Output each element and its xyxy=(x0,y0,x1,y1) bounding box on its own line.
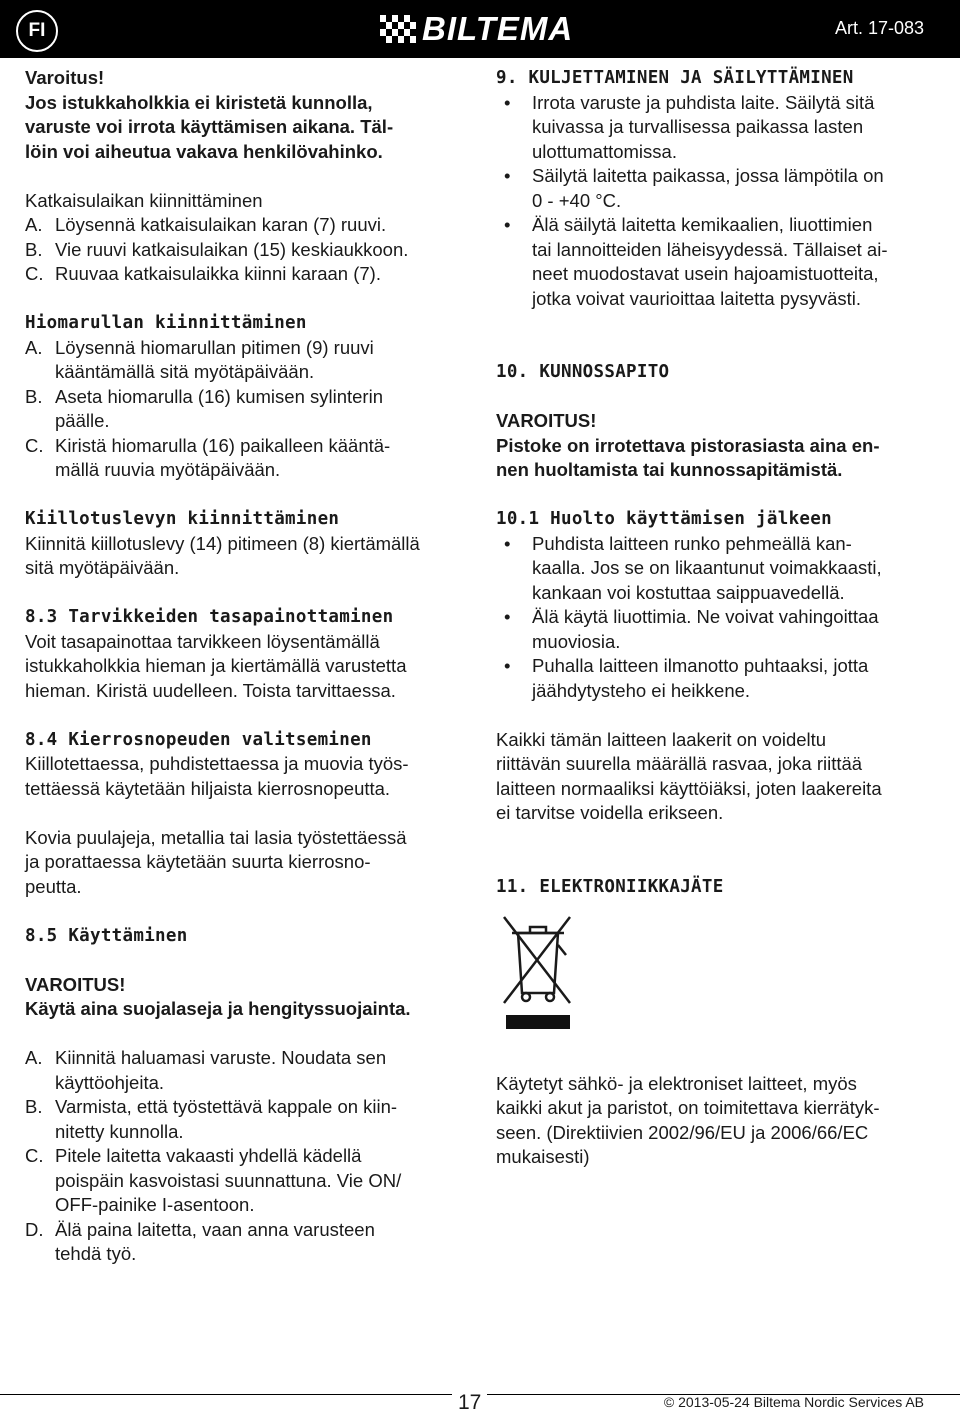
step-text: Ruuvaa katkaisulaikka kiinni karaan (7). xyxy=(55,263,381,284)
paragraph-line: ja porattaessa käytetään suurta kierrosno- xyxy=(25,851,371,872)
step-text: mällä ruuvia myötäpäivään. xyxy=(55,459,281,480)
bullet-text: tai lannoitteiden läheisyydessä. Tällaiset ai- xyxy=(532,238,888,260)
step-label: C. xyxy=(25,1145,44,1166)
bullet-text: Puhalla laitteen ilmanotto puhtaaksi, jotta xyxy=(532,655,869,676)
polishing-pad-heading: Kiillotuslevyn kiinnittäminen xyxy=(25,509,340,529)
step-text: kääntämällä sitä myötäpäivään. xyxy=(55,361,315,382)
step-text: päälle. xyxy=(55,410,110,431)
step-text: tehdä työ. xyxy=(55,1243,137,1264)
step-text: Kiristä hiomarulla (16) paikalleen kääntä- xyxy=(55,434,391,456)
bullet-text: jotka voivat vaurioittaa laitetta pysyvästi. xyxy=(532,287,862,309)
paragraph-line: Käytetyt sähkö- ja elektroniset laitteet, myös xyxy=(496,1072,857,1094)
paragraph-line: kaikki akut ja paristot, on toimitettava kierrätyk- xyxy=(496,1097,880,1118)
step-text: Älä paina laitetta, vaan anna varusteen xyxy=(55,1218,375,1240)
paragraph-line: Kiinnitä kiillotuslevy (14) pitimeen (8) kiertämällä xyxy=(25,532,420,554)
paragraph-line: hieman. Kiristä uudelleen. Toista tarvittaessa. xyxy=(25,679,396,701)
step-label: A. xyxy=(25,214,43,235)
warning-line: löin voi aiheutua vakava henkilövahinko. xyxy=(25,140,383,162)
list-item xyxy=(25,1095,475,1144)
bullet-text: neet muodostavat usein hajoamistuotteita, xyxy=(532,263,879,284)
warning-title: Varoitus! xyxy=(25,67,105,88)
warning-line: Jos istukkaholkkia ei kiristetä kunnolla, xyxy=(25,91,373,113)
step-text: Aseta hiomarulla (16) kumisen sylinterin xyxy=(55,385,383,407)
article-number: Art. 17-083 xyxy=(834,18,924,38)
paragraph-line: Kiillotettaessa, puhdistettaessa ja muovia työs- xyxy=(25,753,409,774)
maintenance-warning-line: nen huoltamista tai kunnossapitämistä. xyxy=(496,459,843,480)
step-text: Löysennä katkaisulaikan karan (7) ruuvi. xyxy=(55,214,387,235)
bullet-text: kuivassa ja turvallisessa paikassa lasten xyxy=(532,116,864,137)
list-item xyxy=(25,213,475,238)
paragraph-line: istukkaholkkia hieman ja kiertämällä varustetta xyxy=(25,655,407,676)
list-item xyxy=(25,262,475,287)
bullet-icon: • xyxy=(504,91,511,113)
grinding-roll-heading: Hiomarullan kiinnittäminen xyxy=(25,313,307,333)
section-9-heading: 9. KULJETTAMINEN JA SÄILYTTÄMINEN xyxy=(496,68,854,88)
step-label: D. xyxy=(25,1218,44,1240)
maintenance-warning-line: Pistoke on irrotettava pistorasiasta aina en- xyxy=(496,434,880,456)
bullet-text: Puhdista laitteen runko pehmeällä kan- xyxy=(532,532,852,554)
bullet-text: Älä käytä liuottimia. Ne voivat vahingoittaa xyxy=(532,606,879,627)
usage-warning-title: VAROITUS! xyxy=(25,973,126,995)
step-text: Varmista, että työstettävä kappale on kiin- xyxy=(55,1096,398,1117)
bullet-icon: • xyxy=(504,606,511,627)
step-text: Löysennä hiomarullan pitimen (9) ruuvi xyxy=(55,336,374,358)
section-10-heading: 10. KUNNOSSAPITO xyxy=(496,362,670,382)
list-item xyxy=(25,434,475,483)
step-label: C. xyxy=(25,434,44,456)
section-8-3-heading: 8.3 Tarvikkeiden tasapainottaminen xyxy=(25,607,394,627)
paragraph-line: Voit tasapainottaa tarvikkeen löysentämällä xyxy=(25,630,380,652)
step-text: Kiinnitä haluamasi varuste. Noudata sen xyxy=(55,1047,387,1068)
maintenance-warning-title: VAROITUS! xyxy=(496,410,597,431)
list-item xyxy=(496,213,941,311)
paragraph-line: riittävän suurella määrällä rasvaa, joka riittää xyxy=(496,753,863,774)
list-item xyxy=(496,654,941,703)
list-item xyxy=(496,605,941,654)
list-item xyxy=(25,385,475,434)
paragraph-line: ei tarvitse voidella erikseen. xyxy=(496,802,724,823)
section-8-5-heading: 8.5 Käyttäminen xyxy=(25,925,188,946)
language-badge: FI xyxy=(16,10,58,52)
list-item xyxy=(25,238,475,263)
page-header xyxy=(0,0,960,58)
bullet-icon: • xyxy=(504,532,511,554)
list-item xyxy=(496,532,941,606)
step-text: poispäin kasvoistasi suunnattuna. Vie ON/ xyxy=(55,1169,402,1191)
left-column xyxy=(25,66,475,1267)
bullet-icon: • xyxy=(504,655,511,676)
bullet-text: muoviosia. xyxy=(532,630,621,652)
bullet-text: jäähdytysteho ei heikkene. xyxy=(532,679,751,701)
step-text: nitetty kunnolla. xyxy=(55,1120,184,1142)
step-text: Pitele laitetta vakaasti yhdellä kädellä xyxy=(55,1145,362,1166)
cutting-disc-heading: Katkaisulaikan kiinnittäminen xyxy=(25,189,263,211)
paragraph-line: peutta. xyxy=(25,875,82,897)
warning-line: varuste voi irrota käyttämisen aikana. Täl- xyxy=(25,116,394,137)
list-item xyxy=(25,1144,475,1218)
step-label: C. xyxy=(25,263,44,284)
bullet-text: Irrota varuste ja puhdista laite. Säilytä sitä xyxy=(532,91,875,113)
weee-crossed-bin-icon xyxy=(500,915,576,1031)
paragraph-line: Kaikki tämän laitteen laakerit on voideltu xyxy=(496,728,827,750)
step-text: OFF-painike I-asentoon. xyxy=(55,1194,255,1215)
bullet-text: ulottumattomissa. xyxy=(532,140,677,162)
page-number: 17 xyxy=(452,1391,487,1415)
step-label: B. xyxy=(25,238,43,260)
paragraph-line: laitteen normaaliksi käyttöiäksi, joten laakereita xyxy=(496,777,882,799)
step-text: Vie ruuvi katkaisulaikan (15) keskiaukkoon. xyxy=(55,238,409,260)
paragraph-line: seen. (Direktiivien 2002/96/EU ja 2006/66/EC xyxy=(496,1121,869,1143)
paragraph-line: tettäessä käytetään hiljaista kierrosnopeutta. xyxy=(25,777,391,799)
step-label: A. xyxy=(25,336,43,358)
paragraph-line: sitä myötäpäivään. xyxy=(25,557,180,578)
bullet-icon: • xyxy=(504,214,511,235)
bullet-icon: • xyxy=(504,165,511,186)
brand-name: BILTEMA xyxy=(422,10,574,47)
usage-warning-text: Käytä aina suojalaseja ja hengityssuojainta. xyxy=(25,998,411,1019)
section-11-heading: 11. ELEKTRONIIKKAJÄTE xyxy=(496,876,724,897)
step-label: B. xyxy=(25,1096,43,1117)
section-10-1-heading: 10.1 Huolto käyttämisen jälkeen xyxy=(496,509,832,529)
list-item xyxy=(25,1218,475,1267)
paragraph-line: mukaisesti) xyxy=(496,1146,590,1167)
paragraph-line: Kovia puulajeja, metallia tai lasia työstettäessä xyxy=(25,826,407,848)
bullet-text: kankaan voi kostuttaa saippuavedellä. xyxy=(532,581,845,603)
checker-logo-icon xyxy=(380,15,416,43)
copyright: © 2013-05-24 Biltema Nordic Services AB xyxy=(663,1394,924,1410)
step-label: A. xyxy=(25,1047,43,1068)
step-text: käyttöohjeita. xyxy=(55,1071,165,1093)
step-label: B. xyxy=(25,385,43,407)
warning-text xyxy=(25,91,475,165)
bullet-text: Säilytä laitetta paikassa, jossa lämpötila on xyxy=(532,165,884,186)
bullet-text: kaalla. Jos se on likaantunut voimakkaasti, xyxy=(532,557,882,578)
list-item xyxy=(25,336,475,385)
right-column xyxy=(496,66,941,1170)
list-item xyxy=(25,1046,475,1095)
section-8-4-heading: 8.4 Kierrosnopeuden valitseminen xyxy=(25,729,372,750)
list-item xyxy=(496,164,941,213)
bullet-text: Älä säilytä laitetta kemikaalien, liuottimien xyxy=(532,214,873,235)
brand-logo xyxy=(380,10,574,47)
list-item xyxy=(496,91,941,165)
bullet-text: 0 - +40 °C. xyxy=(532,189,622,211)
